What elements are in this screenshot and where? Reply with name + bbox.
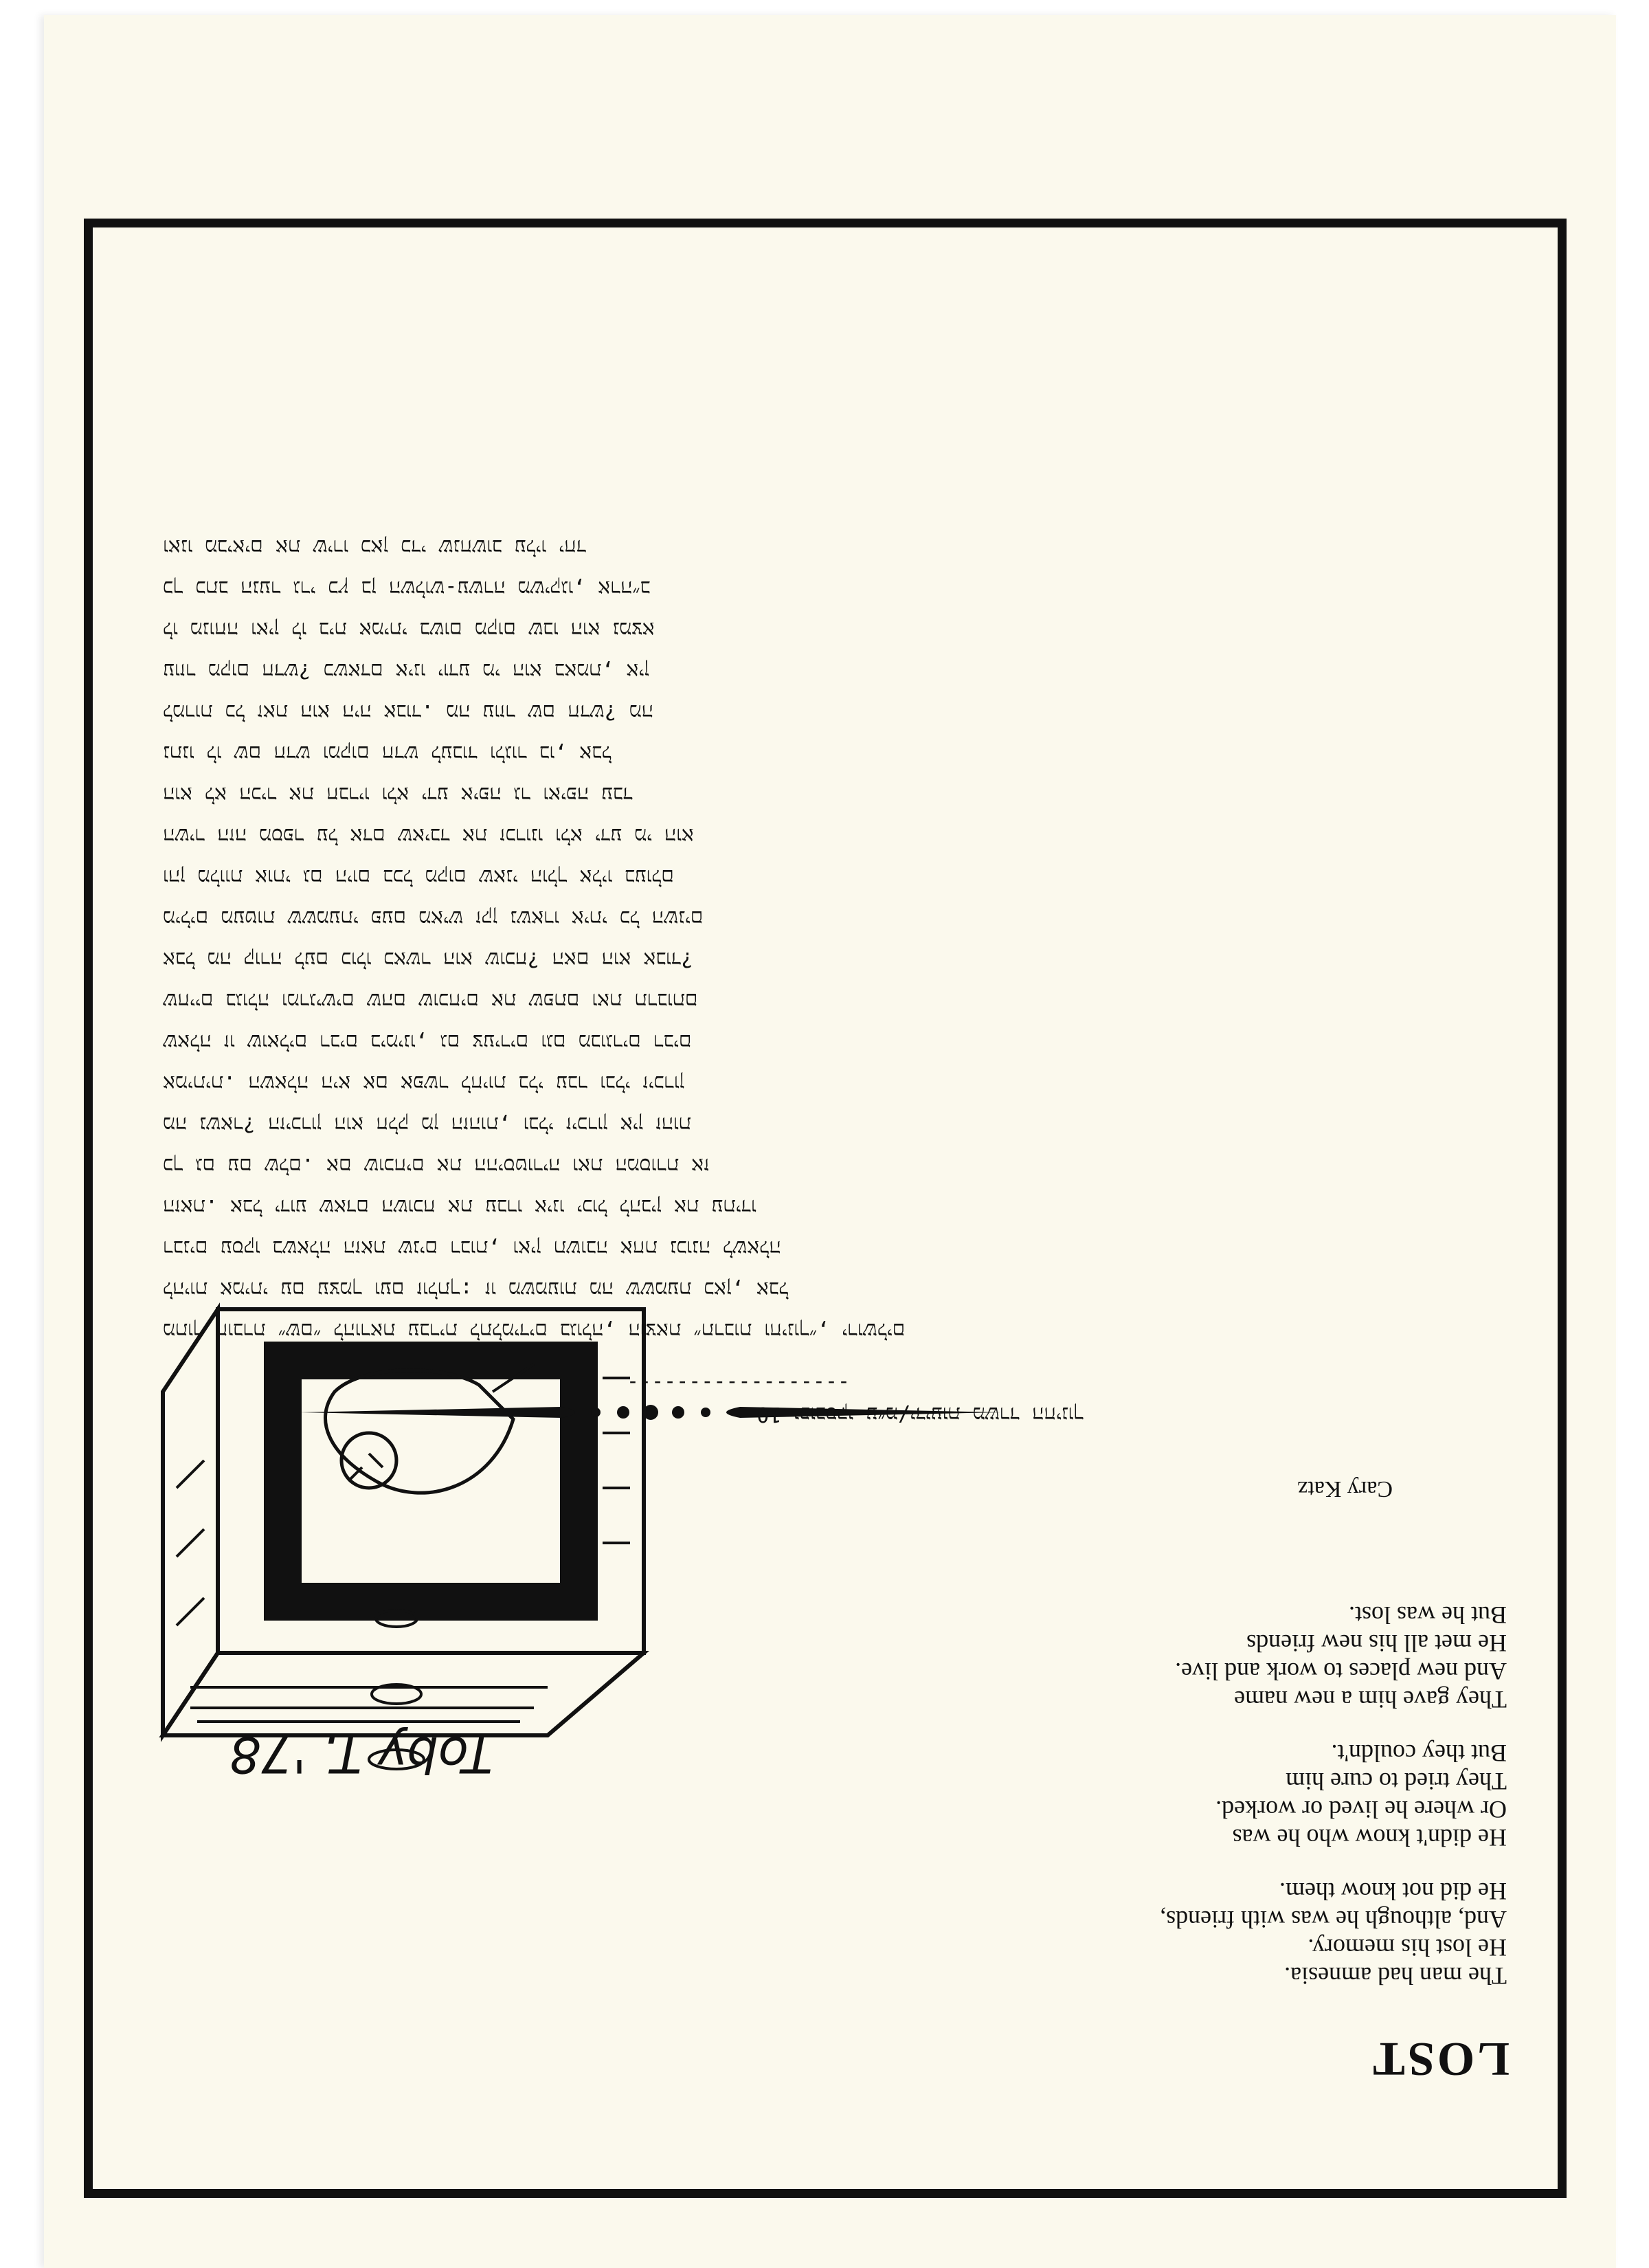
article-line: שאלה זו שואלים רבים בימינו, גם צעירים וגם מבוגרים רבים <box>163 1030 692 1054</box>
illustration-signature: Toby T. '78 <box>229 1726 493 1783</box>
hebrew-article <box>163 526 1468 1350</box>
poem-line: They gave him a new name <box>1234 1686 1507 1713</box>
poem-line: But they couldn't. <box>1331 1739 1507 1767</box>
poem-author: Cary Katz <box>1297 1476 1393 1502</box>
poem-line: And new places to work and live. <box>1175 1658 1507 1685</box>
article-line: אבל מה קורה לעם כולו כאשר הוא שוכח? האם הוא אבוד? <box>163 947 694 971</box>
article-line: והן מלוות אותי גם היום בכל מקום שאני הולך אליו בעולם <box>163 865 675 889</box>
article-citation: 10 יפובסקי ע״מ/ידיעות משרד החינוך <box>756 1402 1084 1426</box>
article-line: למרות כל זאת הוא היה אבוד. מה עוזר שם חדש? מה <box>163 700 653 724</box>
poem-line: But he was lost. <box>1349 1601 1507 1629</box>
article-line: מה נשאר? הזיכרון הוא חלק מן הזהות, ובלי זיכרון אין זהות <box>163 1112 691 1136</box>
article-line: השיר הזה מספר על אדם שאיבד את זכרונו ולא ידע מי הוא <box>163 823 694 847</box>
article-line: כך גם עם שלם. אם שוכחים את ההיסטוריה ואת המסורת אז <box>163 1153 710 1177</box>
article-line: ואנו מביאים את שירו כאן כדי שנחשוב עליו יחד <box>163 535 587 559</box>
poem-line: He did not know them. <box>1279 1878 1507 1905</box>
article-line: הזאת. אבל ידוע שאדם השוכח את עברו אינו יכול להבין את עתידו <box>163 1194 756 1219</box>
article-line: עוזר מקום חדש? כשאדם אינו יודע מי הוא באמת, אין <box>163 658 650 682</box>
page-frame <box>84 219 1567 2198</box>
poem-stanza <box>1160 1739 1507 1852</box>
rotated-page-content <box>93 227 1558 2189</box>
poem-title: LOST <box>1370 2032 1510 2085</box>
poem-stanza <box>1160 1601 1507 1713</box>
poem-line: He lost his memory. <box>1308 1934 1507 1961</box>
citation-rule: ------------------ <box>626 1371 850 1395</box>
poem-line: He met all his new friends <box>1246 1630 1507 1657</box>
article-line: כך כתב הנער גרי כץ בן השלוש-עשרה משיקגו, ארה״ב <box>163 576 651 600</box>
article-line: רבנים עסקו בשאלה הזאת שנים רבות, ואין תשובה אחת נכונה לשאלה <box>163 1236 781 1260</box>
poem-stanza <box>1160 1877 1507 1990</box>
poem-line: And, although he was with friends, <box>1160 1906 1507 1933</box>
article-line: אמיתית. השאלה היא אם אפשר לחיות בלי עבר ובלי זיכרון <box>163 1071 685 1095</box>
article-line: להיות אמיתי עם עצמך ועם זולתך: זו משמעות מה ששמעת כאן, אבל <box>163 1277 789 1301</box>
poem-line: Or where he lived or worked. <box>1215 1796 1507 1823</box>
poem-line: They tried to cure him <box>1286 1768 1507 1795</box>
article-line: מילים מעטות ששמעתי פעם מאיש זקן נשארו איתי כל השנים <box>163 906 704 930</box>
article-line: שחיים בגולה ומרגישים שהם שוכחים את שפתם ואת תרבותם <box>163 988 698 1012</box>
poem-line: He didn't know who he was <box>1232 1824 1507 1852</box>
article-line: לו מנוחה ואין לו בית אמיתי בשום מקום שבו הוא נמצא <box>163 617 655 641</box>
article-line: מתוך חוברת ״שם״ להוראת עברית לתלמידים בגולה, הוצאת ״תרבות וחינוך״, ירושלים <box>163 1318 906 1342</box>
poem-body <box>1160 1575 1507 1990</box>
article-line: הוא לא הכיר את חבריו ולא ידע איפה גר ואיפה עבד <box>163 782 633 806</box>
article-line: נתנו לו שם חדש ומקום חדש לעבוד ולגור בו, אבל <box>163 741 612 765</box>
poem-line: The man had amnesia. <box>1284 1962 1507 1990</box>
